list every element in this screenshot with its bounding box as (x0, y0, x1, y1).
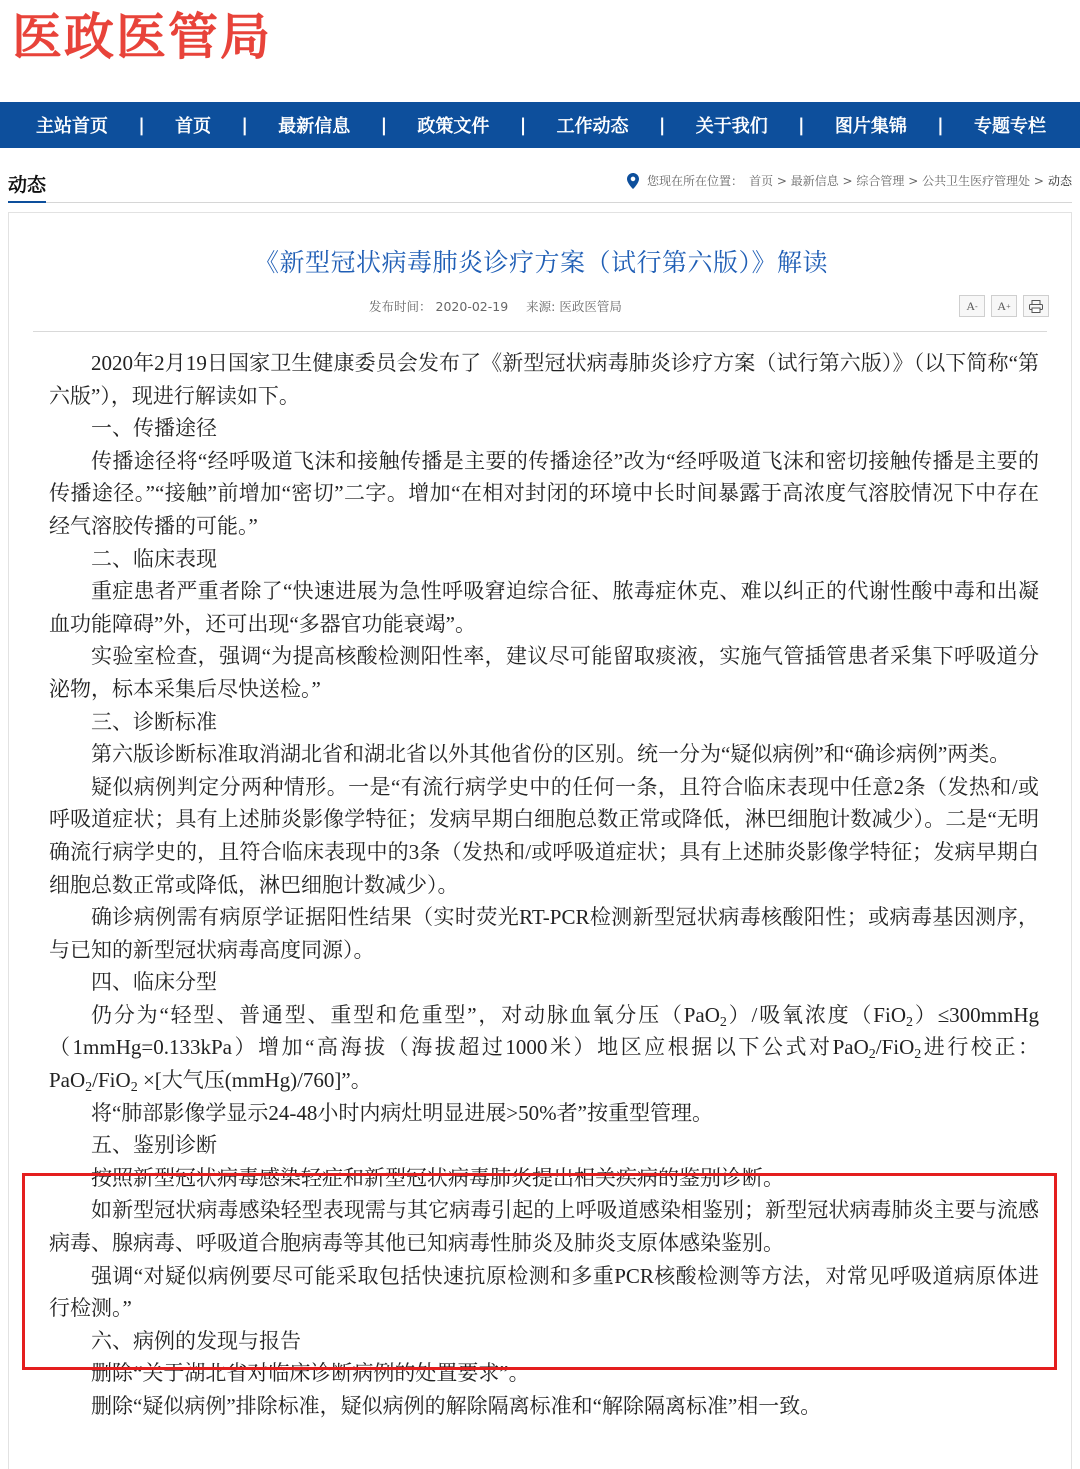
paragraph: 确诊病例需有病原学证据阳性结果（实时荧光RT-PCR检测新型冠状病毒核酸阳性；或病毒基因测序，与已知的新型冠状病毒高度同源）。 (49, 905, 1039, 962)
nav-separator: | (241, 114, 248, 136)
nav-separator: | (138, 114, 145, 136)
source-value: 医政医管局 (559, 299, 622, 314)
paragraph: 疑似病例判定分两种情形。一是“有流行病学史中的任何一条，且符合临床表现中任意2条（发热和/或呼吸道症状；具有上述肺炎影像学特征；发病早期白细胞总数正常或降低，淋巴细胞计数减少）。二是“无明确流行病学史的，且符合临床表现中的3条（发热和/或呼吸道症状；具有上述肺炎影像学特征；发病早期白细胞总数正常或降低，淋巴细胞计数减少）。 (49, 774, 1039, 897)
paragraph: 强调“对疑似病例要尽可能采取包括快速抗原检测和多重PCR核酸检测等方法，对常见呼吸道病原体进行检测。” (49, 1263, 1039, 1321)
article-tools (959, 295, 1049, 317)
site-header (0, 0, 1080, 102)
nav-item-about-us[interactable]: 关于我们 (695, 116, 768, 137)
nav-separator: | (519, 114, 527, 136)
title-divider (33, 331, 1047, 332)
section-label: 动态 (8, 170, 46, 203)
nav-separator: | (380, 114, 388, 136)
paragraph: 按照新型冠状病毒感染轻症和新型冠状病毒肺炎提出相关疾病的鉴别诊断。 (91, 1165, 784, 1190)
paragraph: 实验室检查，强调“为提高核酸检测阳性率，建议尽可能留取痰液，实施气管插管患者采集下呼吸道分泌物，标本采集后尽快送检。” (49, 644, 1039, 701)
section-heading-clinical: 二、临床表现 (91, 546, 217, 571)
paragraph: 将“肺部影像学显示24-48小时内病灶明显进展>50%者”按重型管理。 (91, 1100, 713, 1125)
breadcrumb-path[interactable]: 首页 > 最新信息 > 综合管理 > 公共卫生医疗管理处 > (749, 174, 1044, 188)
location-prefix: 您现在所在位置： (647, 174, 744, 188)
nav-item-home[interactable]: 首页 (175, 116, 212, 137)
site-title[interactable]: 医政医管局 (12, 8, 272, 66)
paragraph: 重症患者严重者除了“快速进展为急性呼吸窘迫综合征、脓毒症休克、难以纠正的代谢性酸中毒和出凝血功能障碍”外，还可出现“多器官功能衰竭”。 (49, 579, 1039, 636)
paragraph: 如新型冠状病毒感染轻型表现需与其它病毒引起的上呼吸道感染相鉴别；新型冠状病毒肺炎主要与流感病毒、腺病毒、呼吸道合胞病毒等其他已知病毒性肺炎及肺炎支原体感染鉴别。 (49, 1198, 1039, 1256)
nav-separator: | (658, 114, 666, 136)
section-heading-differential: 五、鉴别诊断 (91, 1133, 217, 1158)
paragraph: 2020年2月19日国家卫生健康委员会发布了《新型冠状病毒肺炎诊疗方案（试行第六版）》（以下简称“第六版”），现进行解读如下。 (49, 351, 1039, 408)
article-title: 《新型冠状病毒肺炎诊疗方案（试行第六版）》解读 (253, 248, 828, 277)
paragraph: 传播途径将“经呼吸道飞沫和接触传播是主要的传播途径”改为“经呼吸道飞沫和密切接触传播是主要的传播途径。”“接触”前增加“密切”二字。增加“在相对封闭的环境中长时间暴露于高浓度气溶胶情况下中存在经气溶胶传播的可能。” (49, 448, 1039, 538)
section-bar (8, 166, 1072, 203)
nav-separator: | (937, 114, 944, 136)
nav-separator: | (797, 114, 805, 136)
publish-date: 2020-02-19 (435, 299, 509, 314)
nav-item-work-updates[interactable]: 工作动态 (556, 116, 629, 137)
font-larger-button[interactable]: A + (991, 295, 1017, 317)
breadcrumb-current: 动态 (1047, 174, 1072, 188)
section-heading-reporting: 六、病例的发现与报告 (91, 1328, 301, 1353)
nav-item-special-topics[interactable]: 专题专栏 (973, 116, 1046, 137)
main-nav (0, 102, 1080, 148)
print-button[interactable] (1023, 295, 1049, 317)
breadcrumb (627, 172, 1072, 189)
nav-item-latest-news[interactable]: 最新信息 (278, 116, 351, 137)
paragraph: 删除“疑似病例”排除标准，疑似病例的解除隔离标准和“解除隔离标准”相一致。 (91, 1394, 822, 1418)
publish-label: 发布时间： (369, 299, 432, 314)
font-smaller-button[interactable]: A - (959, 295, 985, 317)
article-meta (369, 297, 626, 315)
paragraph: 第六版诊断标准取消湖北省和湖北省以外其他省份的区别。统一分为“疑似病例”和“确诊病例”两类。 (91, 742, 1011, 767)
section-heading-diagnosis: 三、诊断标准 (91, 709, 217, 734)
section-heading-classification: 四、临床分型 (91, 970, 217, 995)
nav-item-policy-documents[interactable]: 政策文件 (417, 116, 490, 137)
nav-item-main-site-home[interactable]: 主站首页 (36, 116, 108, 137)
paragraph-formula: 仍分为“轻型、普通型、重型和危重型”，对动脉血氧分压（PaO$_2$）/吸氧浓度（FiO$_2$）≤300mmHg（1mmHg=0.133kPa）增加“高海拔（海拔超过1000米）地区应根据以下公式对PaO$_2$/FiO$_2$进行校正：PaO$_2$/FiO$_2$ ×[大气压(mmHg)/760]”。 (49, 1002, 1039, 1096)
source-label: 来源: (526, 299, 556, 314)
section-heading-transmission: 一、传播途径 (91, 416, 217, 441)
nav-item-photo-gallery[interactable]: 图片集锦 (834, 116, 907, 137)
location-pin-icon (627, 173, 639, 189)
print-icon (1029, 300, 1043, 313)
highlight-annotation-box (22, 1173, 1057, 1370)
paragraph: 删除“关于湖北省对临床诊断病例的处置要求”。 (91, 1361, 530, 1386)
